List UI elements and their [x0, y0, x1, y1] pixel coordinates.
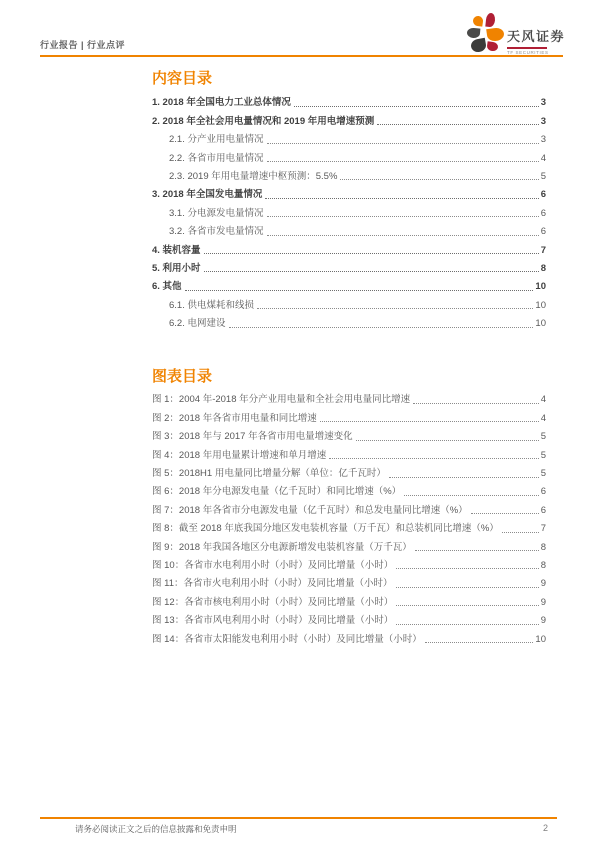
toc-entry[interactable]	[152, 167, 546, 185]
page-content	[152, 69, 546, 648]
figure-entry[interactable]	[152, 500, 546, 518]
petal-crimson-top	[485, 13, 495, 28]
toc-entry-page: 9	[540, 615, 546, 627]
tf-flower-icon	[466, 12, 510, 54]
petal-orange-small	[472, 15, 483, 26]
toc-entry-label: 图 12：各省市核电利用小时（小时）及同比增量（小时）	[152, 596, 394, 608]
dot-leader	[396, 605, 538, 606]
petal-crimson-bottom	[486, 41, 498, 51]
dot-leader	[204, 253, 539, 254]
toc-entry-label: 6.1. 供电煤耗和线损	[169, 299, 254, 311]
toc-entry-label: 4. 装机容量	[152, 244, 201, 256]
toc-entry-label: 6. 其他	[152, 281, 182, 293]
page-number: 2	[543, 823, 549, 833]
brand-rule	[507, 47, 547, 49]
toc-entry-page: 3	[540, 115, 546, 127]
toc-entry-label: 图 1：2004 年-2018 年分产业用电量和全社会用电量同比增速	[152, 394, 411, 406]
figure-entry[interactable]	[152, 464, 546, 482]
figure-entry[interactable]	[152, 537, 546, 555]
toc-entry-label: 5. 利用小时	[152, 262, 201, 274]
toc-entry[interactable]	[152, 277, 546, 295]
toc-entry-page: 5	[540, 431, 546, 443]
toc-entry-page: 4	[540, 394, 546, 406]
dot-leader	[471, 513, 539, 514]
toc-entry[interactable]	[152, 130, 546, 148]
dot-leader	[265, 198, 538, 199]
toc-entry-label: 图 11：各省市火电利用小时（小时）及同比增量（小时）	[152, 578, 393, 590]
figure-entry[interactable]	[152, 408, 546, 426]
toc-entry-label: 图 14：各省市太阳能发电利用小时（小时）及同比增量（小时）	[152, 633, 422, 645]
dot-leader	[413, 403, 539, 404]
toc-entry-label: 图 5：2018H1 用电量同比增量分解（单位：亿千瓦时）	[152, 468, 386, 480]
toc-entry[interactable]	[152, 240, 546, 258]
toc-entry[interactable]	[152, 295, 546, 313]
figure-entry[interactable]	[152, 574, 546, 592]
dot-leader	[329, 458, 539, 459]
dot-leader	[267, 216, 539, 217]
toc-entry-page: 9	[540, 596, 546, 608]
toc-entry[interactable]	[152, 259, 546, 277]
dot-leader	[204, 271, 539, 272]
figures-title: 图表目录	[152, 368, 213, 386]
figure-entry[interactable]	[152, 445, 546, 463]
dot-leader	[267, 143, 539, 144]
toc-entry-page: 5	[540, 170, 546, 182]
footer-disclaimer: 请务必阅读正文之后的信息披露和免责申明	[75, 824, 237, 834]
toc-entry[interactable]	[152, 203, 546, 221]
dot-leader	[267, 161, 539, 162]
dot-leader	[396, 624, 538, 625]
dot-leader	[396, 587, 539, 588]
toc-entry-page: 8	[540, 262, 546, 274]
toc-entry-page: 6	[540, 504, 546, 516]
figure-entry[interactable]	[152, 629, 546, 647]
toc-entry-label: 2.1. 分产业用电量情况	[169, 134, 264, 146]
toc-entry-page: 10	[535, 633, 546, 645]
petal-orange-large	[486, 27, 505, 42]
toc-entry-page: 10	[535, 318, 546, 330]
brand-logo	[466, 12, 566, 54]
figure-entry[interactable]	[152, 556, 546, 574]
toc-entry-page: 7	[540, 523, 546, 535]
toc-entry-label: 3.1. 分电源发电量情况	[169, 207, 264, 219]
toc-entry-label: 2.2. 各省市用电量情况	[169, 152, 264, 164]
dot-leader	[340, 179, 538, 180]
toc-entry[interactable]	[152, 111, 546, 129]
toc-entry[interactable]	[152, 314, 546, 332]
toc-entry-page: 8	[540, 559, 546, 571]
brand-subtitle: TF SECURITIES	[507, 49, 549, 55]
toc-list	[152, 93, 546, 332]
toc-entry-label: 图 9：2018 年我国各地区分电源新增发电装机容量（万千瓦）	[152, 541, 412, 553]
toc-entry-label: 图 13：各省市风电利用小时（小时）及同比增量（小时）	[152, 615, 394, 627]
toc-entry-page: 3	[540, 134, 546, 146]
figure-entry[interactable]	[152, 611, 546, 629]
toc-entry-label: 6.2. 电网建设	[169, 318, 226, 330]
dot-leader	[267, 235, 539, 236]
toc-entry[interactable]	[152, 148, 546, 166]
figure-entry[interactable]	[152, 519, 546, 537]
dot-leader	[294, 106, 539, 107]
toc-entry[interactable]	[152, 222, 546, 240]
dot-leader	[425, 642, 534, 643]
toc-entry-label: 图 8：截至 2018 年底我国分地区发电装机容量（万千瓦）和总装机同比增速（%）	[152, 523, 499, 535]
toc-entry-page: 4	[540, 412, 546, 424]
toc-entry-page: 4	[540, 152, 546, 164]
toc-entry-page: 8	[540, 541, 546, 553]
dot-leader	[415, 550, 539, 551]
dot-leader	[229, 327, 534, 328]
petal-dark-bottom	[470, 38, 487, 53]
dot-leader	[185, 290, 534, 291]
toc-entry-label: 2.3. 2019 年用电量增速中枢预测：5.5%	[169, 170, 338, 182]
toc-entry-label: 2. 2018 年全社会用电量情况和 2019 年用电增速预测	[152, 115, 375, 127]
dot-leader	[389, 477, 539, 478]
toc-entry-label: 图 4：2018 年用电量累计增速和单月增速	[152, 449, 327, 461]
toc-entry-page: 10	[535, 299, 546, 311]
petal-gray-left	[467, 27, 481, 38]
toc-entry-page: 6	[540, 226, 546, 238]
toc-entry-page: 6	[540, 189, 546, 201]
toc-entry-label: 图 6：2018 年分电源发电量（亿千瓦时）和同比增速（%）	[152, 486, 402, 498]
dot-leader	[377, 124, 538, 125]
dot-leader	[396, 568, 538, 569]
dot-leader	[356, 440, 539, 441]
dot-leader	[320, 421, 539, 422]
toc-entry-page: 9	[540, 578, 546, 590]
toc-entry-page: 5	[540, 468, 546, 480]
toc-entry-page: 6	[540, 486, 546, 498]
figure-entry[interactable]	[152, 427, 546, 445]
dot-leader	[257, 308, 533, 309]
toc-entry-page: 7	[540, 244, 546, 256]
figures-list	[152, 390, 546, 647]
brand-name: 天风证券	[507, 29, 566, 44]
dot-leader	[502, 532, 539, 533]
header-divider	[40, 55, 563, 57]
toc-entry[interactable]	[152, 93, 546, 111]
toc-entry-label: 3. 2018 年全国发电量情况	[152, 189, 263, 201]
toc-title: 内容目录	[152, 70, 213, 87]
figure-entry[interactable]	[152, 390, 546, 408]
toc-entry-label: 1. 2018 年全国电力工业总体情况	[152, 97, 291, 109]
dot-leader	[404, 495, 539, 496]
footer-divider	[40, 817, 557, 819]
toc-entry-page: 5	[540, 449, 546, 461]
toc-entry-label: 图 10：各省市水电利用小时（小时）及同比增量（小时）	[152, 559, 394, 571]
brand-text	[507, 26, 565, 55]
figure-entry[interactable]	[152, 482, 546, 500]
toc-entry-label: 图 7：2018 年各省市分电源发电量（亿千瓦时）和总发电量同比增速（%）	[152, 504, 468, 516]
toc-entry-label: 3.2. 各省市发电量情况	[169, 226, 264, 238]
toc-entry-label: 图 3：2018 年与 2017 年各省市用电量增速变化	[152, 431, 353, 443]
toc-entry-label: 图 2：2018 年各省市用电量和同比增速	[152, 412, 317, 424]
toc-entry-page: 3	[540, 97, 546, 109]
report-type-breadcrumb: 行业报告 | 行业点评	[40, 40, 126, 50]
figure-entry[interactable]	[152, 592, 546, 610]
toc-entry-page: 6	[540, 207, 546, 219]
toc-entry-page: 10	[535, 281, 546, 293]
toc-entry[interactable]	[152, 185, 546, 203]
